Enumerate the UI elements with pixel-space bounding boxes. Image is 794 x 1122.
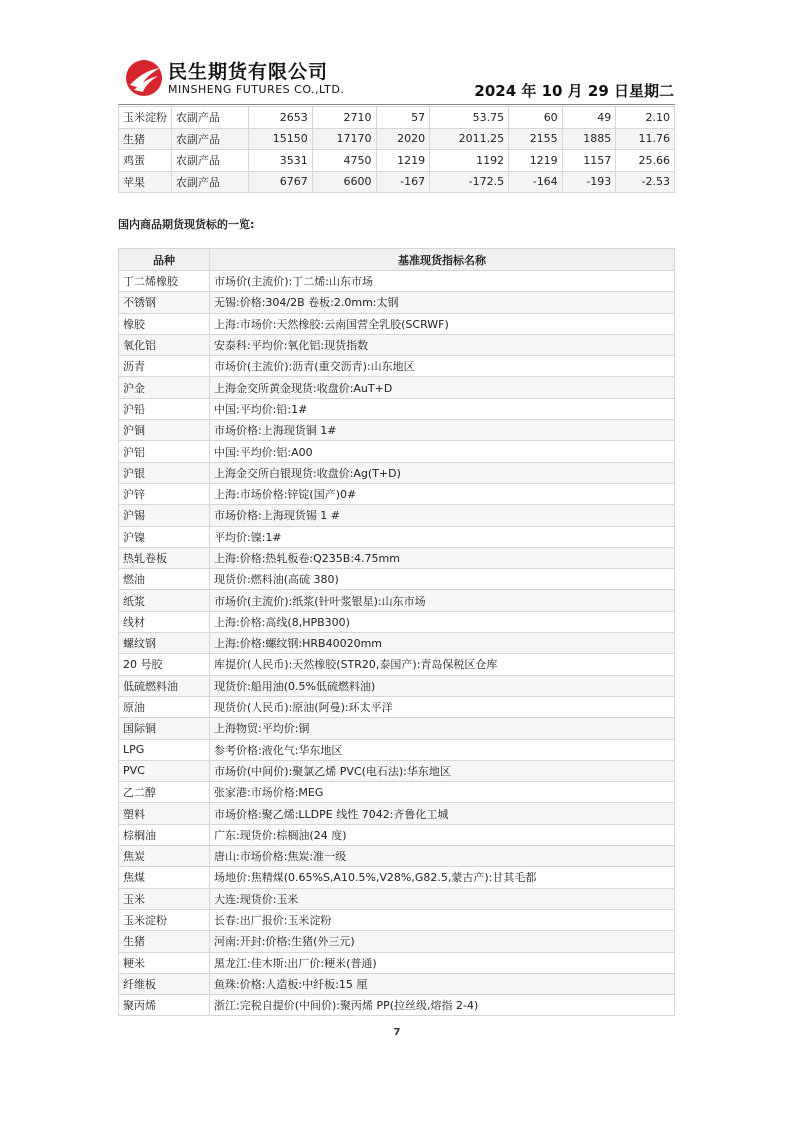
variety-cell: 丁二烯橡胶 xyxy=(119,271,210,292)
variety-cell: 沪镍 xyxy=(119,526,210,547)
value-cell: 4750 xyxy=(312,150,376,172)
benchmark-cell: 黑龙江:佳木斯:出厂价:粳米(普通) xyxy=(210,952,675,973)
company-name-cn: 民生期货有限公司 xyxy=(168,61,329,83)
variety-cell: 焦炭 xyxy=(119,846,210,867)
benchmark-cell: 市场价格:上海现货铜 1# xyxy=(210,420,675,441)
variety-cell: 焦煤 xyxy=(119,867,210,888)
benchmark-cell: 平均价:镍:1# xyxy=(210,526,675,547)
spot-table-row xyxy=(119,718,675,739)
page-header xyxy=(118,56,674,104)
spot-table-row xyxy=(119,782,675,803)
spot-table-row xyxy=(119,313,675,334)
spot-table-row xyxy=(119,931,675,952)
commodity-cell: 玉米淀粉 xyxy=(119,107,172,129)
benchmark-cell: 上海金交所黄金现货:收盘价:AuT+D xyxy=(210,377,675,398)
price-table-row xyxy=(119,150,675,172)
spot-table-row xyxy=(119,569,675,590)
variety-cell: LPG xyxy=(119,739,210,760)
header-divider xyxy=(118,104,675,105)
benchmark-cell: 安泰科:平均价:氧化铝:现货指数 xyxy=(210,334,675,355)
value-cell: 2155 xyxy=(509,128,563,150)
value-cell: 1192 xyxy=(430,150,509,172)
spot-table-row xyxy=(119,398,675,419)
value-cell: 15150 xyxy=(249,128,313,150)
spot-table-row xyxy=(119,356,675,377)
spot-table-row xyxy=(119,483,675,504)
benchmark-cell: 大连:现货价:玉米 xyxy=(210,888,675,909)
value-cell: 1219 xyxy=(509,150,563,172)
category-cell: 农副产品 xyxy=(172,128,249,150)
variety-cell: 生猪 xyxy=(119,931,210,952)
spot-table-row xyxy=(119,973,675,994)
variety-cell: 沪铅 xyxy=(119,398,210,419)
spot-table-row xyxy=(119,909,675,930)
variety-cell: 橡胶 xyxy=(119,313,210,334)
spot-table-row xyxy=(119,334,675,355)
value-cell: 3531 xyxy=(249,150,313,172)
value-cell: 1219 xyxy=(376,150,430,172)
variety-cell: 纤维板 xyxy=(119,973,210,994)
value-cell: 2020 xyxy=(376,128,430,150)
category-cell: 农副产品 xyxy=(172,171,249,193)
benchmark-cell: 市场价(主流价):纸浆(针叶浆银星):山东市场 xyxy=(210,590,675,611)
variety-cell: 热轧卷板 xyxy=(119,547,210,568)
variety-cell: 塑料 xyxy=(119,803,210,824)
value-cell: 49 xyxy=(562,107,616,129)
spot-table-row xyxy=(119,611,675,632)
category-cell: 农副产品 xyxy=(172,150,249,172)
benchmark-cell: 现货价:船用油(0.5%低硫燃料油) xyxy=(210,675,675,696)
variety-cell: 国际铜 xyxy=(119,718,210,739)
spot-table-header-row xyxy=(119,249,675,271)
spot-table-row xyxy=(119,824,675,845)
spot-table-row xyxy=(119,420,675,441)
benchmark-cell: 上海:市场价格:锌锭(国产)0# xyxy=(210,483,675,504)
spot-table-row xyxy=(119,846,675,867)
variety-cell: 乙二醇 xyxy=(119,782,210,803)
spot-table-row xyxy=(119,654,675,675)
price-table-row xyxy=(119,171,675,193)
value-cell: 60 xyxy=(509,107,563,129)
benchmark-cell: 库提价(人民币):天然橡胶(STR20,泰国产):青岛保税区仓库 xyxy=(210,654,675,675)
benchmark-cell: 鱼珠:价格:人造板:中纤板:15 厘 xyxy=(210,973,675,994)
benchmark-cell: 河南:开封:价格:生猪(外三元) xyxy=(210,931,675,952)
spot-table-row xyxy=(119,696,675,717)
benchmark-cell: 上海:价格:螺纹钢:HRB40020mm xyxy=(210,633,675,654)
value-cell: 17170 xyxy=(312,128,376,150)
price-table-row xyxy=(119,128,675,150)
report-date: 2024 年 10 月 29 日星期二 xyxy=(474,82,674,100)
value-cell: 2710 xyxy=(312,107,376,129)
spot-table-row xyxy=(119,292,675,313)
benchmark-cell: 上海:价格:热轧板卷:Q235B:4.75mm xyxy=(210,547,675,568)
value-cell: -193 xyxy=(562,171,616,193)
benchmark-cell: 中国:平均价:铅:1# xyxy=(210,398,675,419)
value-cell: 53.75 xyxy=(430,107,509,129)
value-cell: 2653 xyxy=(249,107,313,129)
benchmark-cell: 上海物贸:平均价:铜 xyxy=(210,718,675,739)
benchmark-cell: 无锡:价格:304/2B 卷板:2.0mm:太钢 xyxy=(210,292,675,313)
variety-cell: 沪金 xyxy=(119,377,210,398)
spot-table-row xyxy=(119,675,675,696)
commodity-cell: 生猪 xyxy=(119,128,172,150)
value-cell: 25.66 xyxy=(616,150,675,172)
value-cell: -172.5 xyxy=(430,171,509,193)
benchmark-cell: 市场价格:聚乙烯:LLDPE 线性 7042:齐鲁化工城 xyxy=(210,803,675,824)
spot-table-row xyxy=(119,526,675,547)
price-table xyxy=(118,106,675,193)
benchmark-cell: 市场价(中间价):聚氯乙烯 PVC(电石法):华东地区 xyxy=(210,760,675,781)
price-table-row xyxy=(119,107,675,129)
commodity-cell: 鸡蛋 xyxy=(119,150,172,172)
value-cell: 11.76 xyxy=(616,128,675,150)
company-logo xyxy=(124,56,364,100)
variety-cell: 原油 xyxy=(119,696,210,717)
value-cell: -164 xyxy=(509,171,563,193)
section-title: 国内商品期货现货标的一览: xyxy=(118,218,255,231)
benchmark-cell: 市场价格:上海现货锡 1 # xyxy=(210,505,675,526)
spot-table-row xyxy=(119,867,675,888)
minsheng-logo-icon xyxy=(124,58,164,98)
variety-cell: 沪铜 xyxy=(119,420,210,441)
variety-cell: 聚丙烯 xyxy=(119,995,210,1016)
benchmark-cell: 参考价格:液化气:华东地区 xyxy=(210,739,675,760)
variety-cell: PVC xyxy=(119,760,210,781)
benchmark-cell: 张家港:市场价格:MEG xyxy=(210,782,675,803)
page-number: 7 xyxy=(393,1027,401,1038)
variety-cell: 沪锌 xyxy=(119,483,210,504)
benchmark-cell: 现货价(人民币):原油(阿曼):环太平洋 xyxy=(210,696,675,717)
spot-table-row xyxy=(119,441,675,462)
spot-table-row xyxy=(119,377,675,398)
value-cell: 2011.25 xyxy=(430,128,509,150)
variety-cell: 粳米 xyxy=(119,952,210,973)
spot-table-body xyxy=(119,271,675,1016)
value-cell: 6767 xyxy=(249,171,313,193)
benchmark-cell: 浙江:完税自提价(中间价):聚丙烯 PP(拉丝级,熔指 2-4) xyxy=(210,995,675,1016)
value-cell: 6600 xyxy=(312,171,376,193)
value-cell: -2.53 xyxy=(616,171,675,193)
benchmark-cell: 上海:市场价:天然橡胶:云南国营全乳胶(SCRWF) xyxy=(210,313,675,334)
benchmark-cell: 市场价(主流价):丁二烯:山东市场 xyxy=(210,271,675,292)
spot-table-row xyxy=(119,590,675,611)
commodity-cell: 苹果 xyxy=(119,171,172,193)
variety-cell: 玉米 xyxy=(119,888,210,909)
variety-cell: 燃油 xyxy=(119,569,210,590)
spot-table-row xyxy=(119,462,675,483)
variety-cell: 棕榈油 xyxy=(119,824,210,845)
spot-table-row xyxy=(119,952,675,973)
spot-table-row xyxy=(119,888,675,909)
benchmark-cell: 上海金交所白银现货:收盘价:Ag(T+D) xyxy=(210,462,675,483)
variety-cell: 低硫燃料油 xyxy=(119,675,210,696)
benchmark-cell: 现货价:燃料油(高硫 380) xyxy=(210,569,675,590)
spot-table-row xyxy=(119,803,675,824)
variety-cell: 线材 xyxy=(119,611,210,632)
variety-cell: 沥青 xyxy=(119,356,210,377)
variety-cell: 沪银 xyxy=(119,462,210,483)
category-cell: 农副产品 xyxy=(172,107,249,129)
benchmark-cell: 唐山:市场价格:焦炭:准一级 xyxy=(210,846,675,867)
price-table-body xyxy=(119,107,675,193)
spot-table-row xyxy=(119,739,675,760)
value-cell: 2.10 xyxy=(616,107,675,129)
value-cell: 57 xyxy=(376,107,430,129)
spot-table-row xyxy=(119,271,675,292)
variety-cell: 螺纹钢 xyxy=(119,633,210,654)
benchmark-cell: 广东:现货价:棕榈油(24 度) xyxy=(210,824,675,845)
variety-cell: 不锈钢 xyxy=(119,292,210,313)
variety-cell: 沪锡 xyxy=(119,505,210,526)
value-cell: 1157 xyxy=(562,150,616,172)
variety-cell: 氧化铝 xyxy=(119,334,210,355)
value-cell: 1885 xyxy=(562,128,616,150)
header-variety: 品种 xyxy=(119,249,210,271)
variety-cell: 20 号胶 xyxy=(119,654,210,675)
benchmark-cell: 场地价:焦精煤(0.65%S,A10.5%,V28%,G82.5,蒙古产):甘其毛都 xyxy=(210,867,675,888)
variety-cell: 玉米淀粉 xyxy=(119,909,210,930)
benchmark-cell: 市场价(主流价):沥青(重交沥青):山东地区 xyxy=(210,356,675,377)
benchmark-cell: 上海:价格:高线(8,HPB300) xyxy=(210,611,675,632)
spot-benchmark-table xyxy=(118,248,675,1016)
benchmark-cell: 中国:平均价:铝:A00 xyxy=(210,441,675,462)
spot-table-row xyxy=(119,760,675,781)
spot-table-row xyxy=(119,505,675,526)
value-cell: -167 xyxy=(376,171,430,193)
variety-cell: 沪铝 xyxy=(119,441,210,462)
variety-cell: 纸浆 xyxy=(119,590,210,611)
spot-table-row xyxy=(119,547,675,568)
spot-table-row xyxy=(119,995,675,1016)
benchmark-cell: 长春:出厂报价:玉米淀粉 xyxy=(210,909,675,930)
header-benchmark-name: 基准现货指标名称 xyxy=(210,249,675,271)
company-name-en: MINSHENG FUTURES CO.,LTD. xyxy=(168,83,345,96)
spot-table-row xyxy=(119,633,675,654)
